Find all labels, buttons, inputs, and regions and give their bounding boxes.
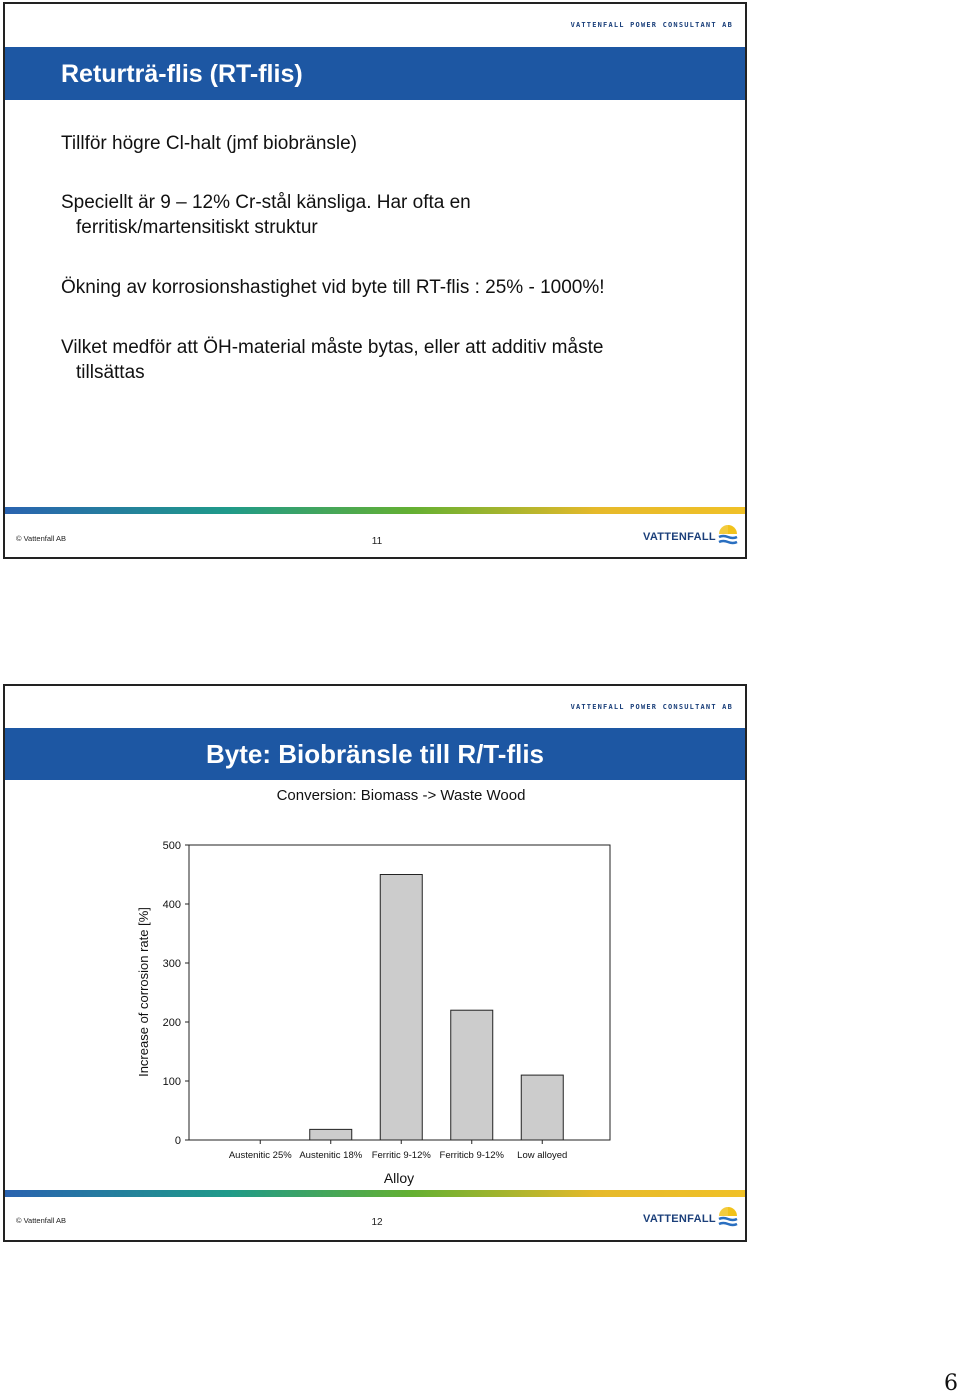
slide-number: 11: [371, 536, 383, 547]
y-tick-label: 0: [174, 1135, 181, 1147]
bar: [380, 875, 422, 1141]
slide-number: 12: [371, 1217, 383, 1228]
consultant-label: VATTENFALL POWER CONSULTANT AB: [570, 703, 733, 711]
bullet-4: Vilket medför att ÖH-material måste bytas, eller att additiv måste tillsättas: [61, 337, 604, 383]
y-tick-label: 100: [162, 1076, 181, 1088]
chart-title: Conversion: Biomass -> Waste Wood: [276, 787, 526, 804]
x-tick-label: Ferriticb 9-12%: [439, 1150, 504, 1161]
vattenfall-logo: VATTENFALL: [643, 1206, 739, 1232]
vattenfall-logo-icon: [717, 524, 739, 548]
y-tick-label: 200: [162, 1017, 181, 1029]
bar: [451, 1010, 493, 1140]
bar: [310, 1129, 352, 1140]
footer-gradient-line: [5, 1190, 745, 1197]
vattenfall-logo: VATTENFALL: [643, 524, 739, 550]
bullet-1: Tillför högre Cl-halt (jmf biobränsle): [61, 133, 358, 154]
x-tick-label: Austenitic 25%: [228, 1150, 292, 1161]
vattenfall-logo-icon: [717, 1206, 739, 1230]
copyright: © Vattenfall AB: [16, 534, 66, 543]
x-axis-label: Alloy: [383, 1170, 415, 1186]
slide-11: [3, 2, 747, 559]
copyright: © Vattenfall AB: [16, 1216, 66, 1225]
title-bar: [5, 47, 745, 100]
consultant-label: VATTENFALL POWER CONSULTANT AB: [570, 21, 733, 29]
page-number: 6: [944, 1371, 958, 1396]
bullet-3: Ökning av korrosionshastighet vid byte till RT-flis : 25% - 1000%!: [61, 277, 605, 298]
x-tick-label: Low alloyed: [517, 1150, 568, 1161]
footer-gradient-line: [5, 507, 745, 514]
y-tick-label: 300: [162, 958, 181, 970]
x-tick-label: Austenitic 18%: [299, 1150, 363, 1161]
y-axis-label: Increase of corrosion rate [%]: [136, 907, 151, 1077]
corrosion-bar-chart: [5, 780, 745, 1190]
x-tick-label: Ferritic 9-12%: [371, 1150, 431, 1161]
slide-title: Returträ-flis (RT-flis): [61, 60, 303, 88]
slide-12: [3, 684, 747, 1242]
slide-title: Byte: Biobränsle till R/T-flis: [205, 739, 545, 769]
x-axis: [229, 1140, 568, 1161]
bullet-2: Speciellt är 9 – 12% Cr-stål känsliga. Har ofta en ferritisk/martensitiskt struktur: [61, 192, 471, 238]
y-axis: [163, 840, 189, 1147]
title-bar: [5, 728, 745, 780]
y-tick-label: 500: [162, 840, 181, 852]
y-tick-label: 400: [162, 899, 181, 911]
bar: [521, 1075, 563, 1140]
